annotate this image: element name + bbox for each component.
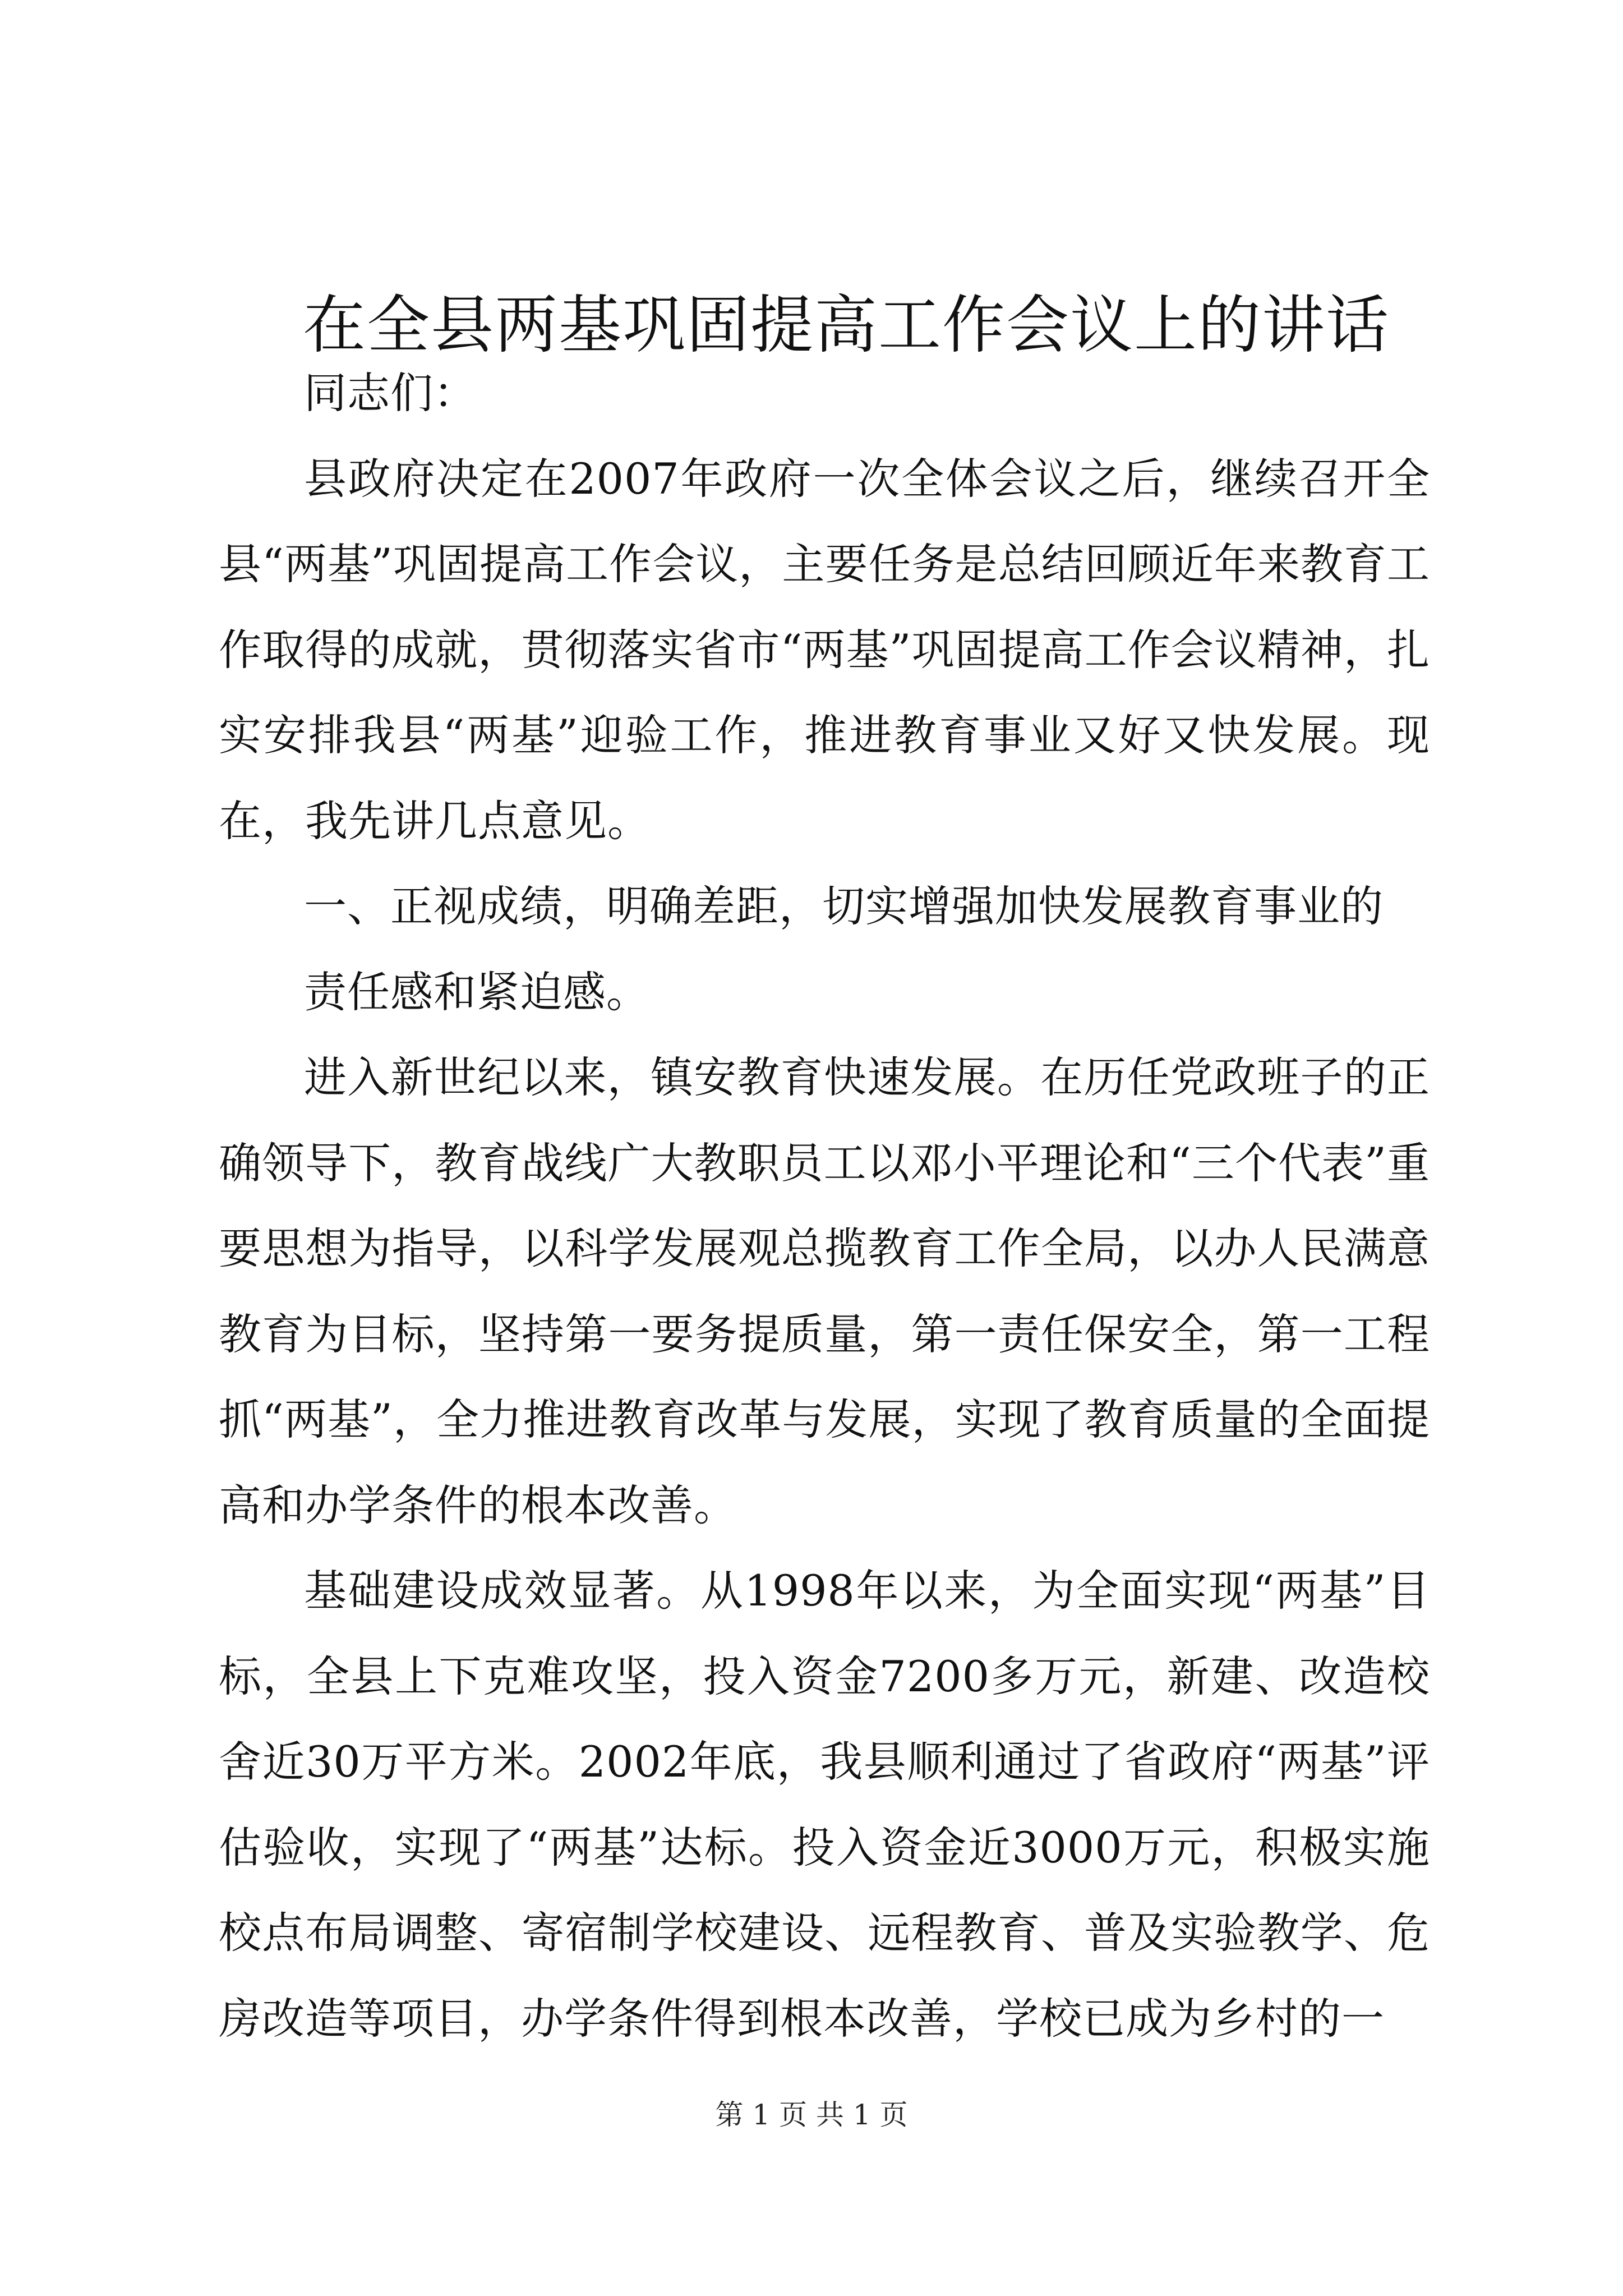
section-heading [219, 864, 1430, 1035]
paragraph-infrastructure: 基础建设成效显著。从1998年以来，为全面实现“两基”目标，全县上下克难攻坚，投入资金7200多万元，新建、改造校舍近30万平方米。2002年底，我县顺利通过了省政府“两基”评估验收，实现了“两基”达标。投入资金近3000万元，积极实施校点布局调整、寄宿制学校建设、远程教育、普及实验教学、危房改造等项目，办学条件得到根本改善，学校已成为乡村的一 [219, 1566, 1430, 2044]
salutation: 同志们： [304, 368, 477, 418]
paragraph-intro: 县政府决定在2007年政府一次全体会议之后，继续召开全县“两基”巩固提高工作会议，主要任务是总结回顾近年来教育工作取得的成就，贯彻落实省市“两基”巩固提高工作会议精神，扎实安排我县“两基”迎验工作，推进教育事业又好又快发展。现在，我先讲几点意见。 [219, 453, 1430, 846]
paragraph-progress: 进入新世纪以来，镇安教育快速发展。在历任党政班子的正确领导下，教育战线广大教职员工以邓小平理论和“三个代表”重要思想为指导，以科学发展观总揽教育工作全局，以办人民满意教育为目标，坚持第一要务提质量，第一责任保安全，第一工程抓“两基”，全力推进教育改革与发展，实现了教育质量的全面提高和办学条件的根本改善。 [219, 1052, 1430, 1530]
section-heading-line-1: 一、正视成绩，明确差距，切实增强加快发展教育事业的 [304, 881, 1384, 931]
document-body [219, 351, 1430, 2062]
page-footer: 第 1 页 共 1 页 [715, 2099, 908, 2131]
document-title: 在全县两基巩固提高工作会议上的讲话 [303, 289, 1390, 362]
section-heading-line-2: 责任感和紧迫感。 [304, 967, 649, 1017]
